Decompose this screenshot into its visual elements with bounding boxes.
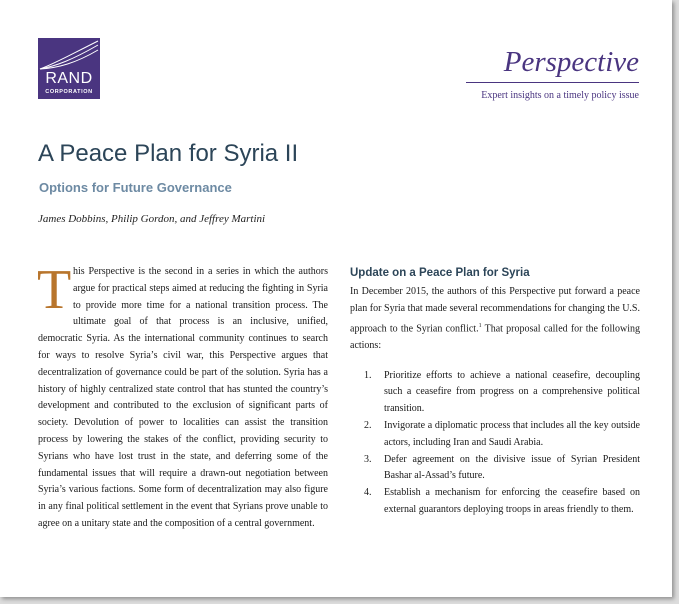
- drop-cap: T: [37, 259, 72, 321]
- list-item-number: 3.: [364, 453, 372, 465]
- series-tagline: Expert insights on a timely policy issue: [481, 90, 639, 101]
- sidebar-box: [350, 264, 640, 519]
- footnote-marker[interactable]: 1: [478, 322, 482, 329]
- authors: James Dobbins, Philip Gordon, and Jeffrey Martini: [38, 213, 266, 225]
- series-divider: [466, 82, 639, 83]
- logo-name: RAND: [45, 70, 93, 87]
- sidebar-intro-text: In December 2015, the authors of this Perspective put forward a peace plan for Syria that made several recommendations for changing the U.S. approach to the Syrian conflict.: [350, 286, 640, 334]
- list-item: [350, 485, 640, 519]
- list-item-number: 4.: [364, 487, 372, 499]
- sidebar-heading: Update on a Peace Plan for Syria: [350, 267, 530, 279]
- rand-logo: [38, 38, 100, 99]
- list-item-text: Establish a mechanism for enforcing the ceasefire based on external guarantors deploying troops in areas friendly to them.: [384, 487, 640, 515]
- logo-subname: CORPORATION: [45, 89, 93, 95]
- list-item: [350, 452, 640, 486]
- series-label: Perspective: [503, 46, 639, 78]
- list-item-number: 1.: [364, 369, 372, 381]
- page-title: A Peace Plan for Syria II: [38, 140, 299, 167]
- list-item-number: 2.: [364, 419, 372, 431]
- action-list: [350, 368, 640, 519]
- list-item-text: Defer agreement on the divisive issue of Syrian President Bashar al-Assad’s future.: [384, 453, 640, 482]
- sidebar-intro-end: That proposal called for the following actions:: [350, 322, 641, 351]
- list-item-text: Prioritize efforts to achieve a national ceasefire, decoupling such a ceasefire from progress on a comprehensive political transition.: [384, 369, 640, 415]
- body-text: his Perspective is the second in a series in which the authors argue for practical steps aimed at reducing the fighting in Syria to provide more time for a national transition process. The ultimate goal of that process is an inclusive, unified, democratic Syria. As the international community continues to search for ways to resolve Syria’s civil war, this Perspective argues that decentralization of governance could be part of the solution. Syria has a history of highly centralized state control that has stunted the country’s development and contributed to the exclusion of significant parts of society. Devolution of power to localities can assist the transition process by lowering the stakes of the conflict, providing security to Syrians who have lost trust in the state, and deferring some of the fundamental issues that will require a drawn-out negotiation between Syria’s various factions. Some form of decentralization may also figure in any final political settlement in the event that Syrians prove unable to agree on a unitary state and the composition of a central government.: [38, 266, 328, 529]
- list-item: [350, 418, 640, 452]
- rand-swoosh-icon: [38, 38, 100, 72]
- body-paragraph: [37, 259, 328, 533]
- body-column: [37, 259, 328, 533]
- list-item-text: Invigorate a diplomatic process that includes all the key outside actors, including Iran and Saudi Arabia.: [384, 419, 640, 448]
- page-subtitle: Options for Future Governance: [39, 180, 232, 195]
- sidebar-intro: [350, 284, 640, 355]
- list-item: [350, 368, 640, 418]
